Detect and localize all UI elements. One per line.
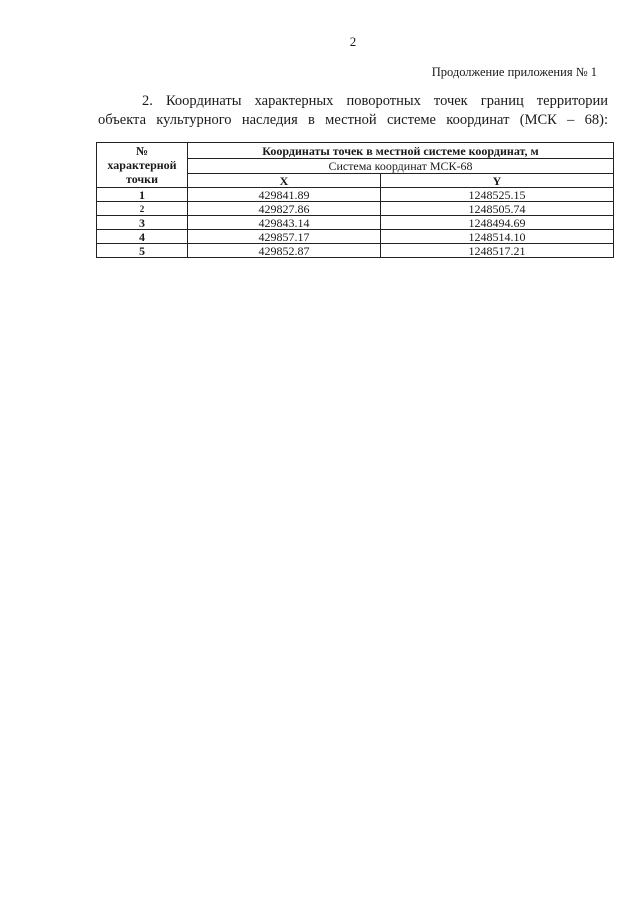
coordinates-header: Координаты точек в местной системе координат, м — [188, 143, 614, 159]
x-value: 429857.17 — [188, 230, 381, 244]
y-value: 1248525.15 — [381, 188, 614, 202]
section-heading — [98, 92, 608, 130]
page-number: 2 — [349, 34, 357, 49]
point-header-line-3: точки — [125, 172, 159, 186]
x-value: 429843.14 — [188, 216, 381, 230]
heading-line-2: объекта культурного наследия в местной системе координат (МСК – 68): — [98, 112, 608, 128]
x-value: 429852.87 — [188, 244, 381, 258]
y-column-header: Y — [381, 174, 614, 188]
point-header-line-2: характерной — [107, 158, 177, 172]
table-row — [97, 188, 614, 202]
y-value: 1248494.69 — [381, 216, 614, 230]
table-row — [97, 216, 614, 230]
point-number: 1 — [97, 188, 188, 202]
point-number: 5 — [97, 244, 188, 258]
point-number: 4 — [97, 230, 188, 244]
table-row — [97, 230, 614, 244]
table-row — [97, 244, 614, 258]
point-header-line-1: № — [135, 144, 149, 158]
coordinates-table — [96, 142, 614, 258]
point-number: 2 — [97, 202, 188, 216]
heading-line-1: 2. Координаты характерных поворотных точек границ территории — [142, 93, 608, 109]
coordinate-system-label: Система координат МСК-68 — [188, 159, 614, 174]
y-value: 1248517.21 — [381, 244, 614, 258]
x-column-header: X — [188, 174, 381, 188]
point-number: 3 — [97, 216, 188, 230]
x-value: 429827.86 — [188, 202, 381, 216]
x-value: 429841.89 — [188, 188, 381, 202]
y-value: 1248505.74 — [381, 202, 614, 216]
y-value: 1248514.10 — [381, 230, 614, 244]
table-header-row — [97, 143, 614, 159]
appendix-continuation-label: Продолжение приложения № 1 — [431, 65, 597, 79]
table-row — [97, 202, 614, 216]
point-number-header — [97, 143, 188, 188]
